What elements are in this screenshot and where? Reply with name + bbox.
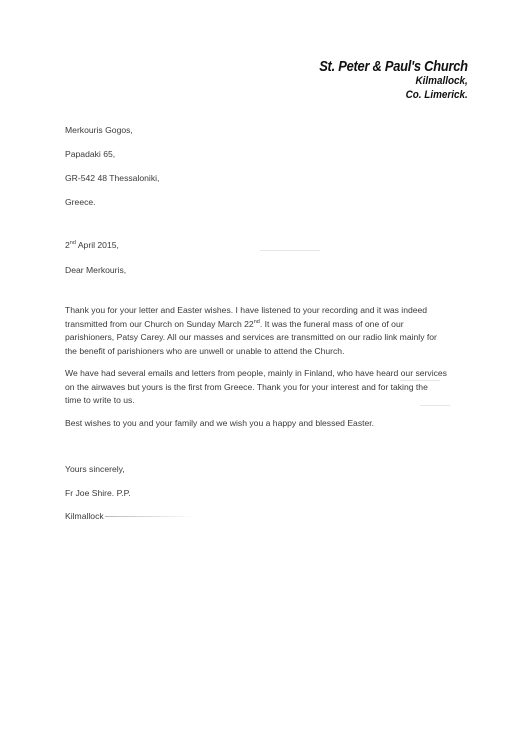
recipient-street: Papadaki 65, — [65, 149, 116, 159]
date-day: 2 — [65, 240, 70, 250]
letterhead-town: Kilmallock, — [415, 75, 468, 87]
scan-speck — [400, 380, 440, 381]
salutation: Dear Merkouris, — [65, 265, 127, 275]
letterhead-county: Co. Limerick. — [405, 89, 468, 101]
date-suffix: nd — [69, 240, 76, 246]
body-paragraph-1 — [65, 304, 465, 358]
closing-place-text: Kilmallock — [65, 511, 104, 521]
scan-trail-line — [105, 516, 195, 517]
valediction: Yours sincerely, — [65, 464, 125, 474]
letterhead-church-name: St. Peter & Paul's Church — [319, 58, 468, 75]
closing-place — [65, 511, 195, 521]
recipient-name: Merkouris Gogos, — [65, 125, 133, 135]
body-text: . It was the funeral mass of one of our — [259, 318, 404, 329]
body-paragraph-3 — [65, 417, 465, 431]
date-ordinal-suffix: nd — [253, 318, 260, 325]
date-rest: April 2015, — [75, 240, 119, 250]
recipient-city: GR-542 48 Thessaloniki, — [65, 173, 160, 183]
body-line: Thank you for your letter and Easter wishes. I have listened to your recording and it was indeed — [65, 305, 428, 315]
letterhead — [295, 60, 468, 102]
scan-speck — [260, 250, 320, 251]
body-line — [65, 318, 465, 332]
scan-speck — [420, 405, 450, 406]
body-text: transmitted from our Church on Sunday March 22 — [65, 318, 254, 329]
body-line: We have had several emails and letters from people, mainly in Finland, who have heard our services — [65, 368, 447, 378]
body-line: time to write to us. — [65, 395, 135, 405]
signer-name: Fr Joe Shire. P.P. — [65, 488, 131, 498]
letter-date — [65, 240, 119, 250]
body-line: parishioners, Patsy Carey. All our masses and services are transmitted on our radio link mainly for — [65, 332, 437, 342]
body-line: Best wishes to you and your family and we wish you a happy and blessed Easter. — [65, 418, 375, 428]
recipient-country: Greece. — [65, 197, 96, 207]
body-line: on the airwaves but yours is the first from Greece. Thank you for your interest and for taking the — [65, 381, 428, 392]
body-line: the benefit of parishioners who are unwell or unable to attend the Church. — [65, 345, 345, 356]
body-paragraph-2 — [65, 367, 465, 408]
